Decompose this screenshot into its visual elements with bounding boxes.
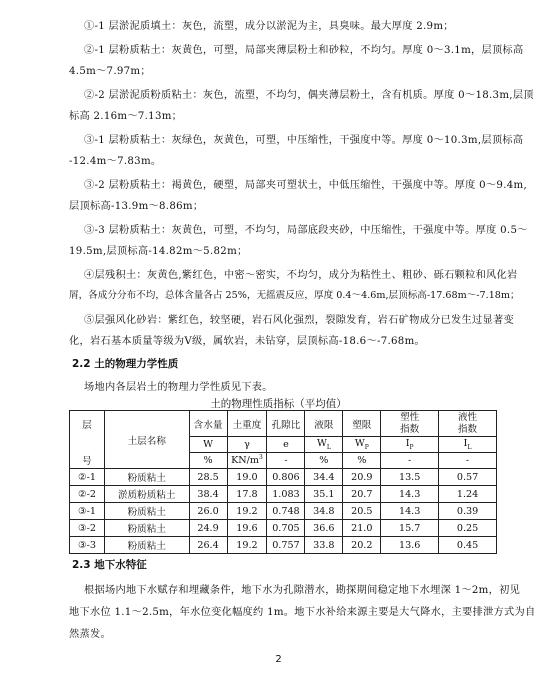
table-caption: 土的物理性质指标（平均值） bbox=[210, 398, 347, 410]
row-layer-name: 粉质粘土 bbox=[104, 469, 189, 486]
paragraph-layer-3-2-cont: 层顶标高-13.9m～8.86m； bbox=[69, 201, 204, 212]
header-unit: - bbox=[439, 453, 497, 469]
row-value-cell: 0.705 bbox=[267, 520, 305, 537]
header-layer-id: 层 bbox=[70, 411, 105, 453]
header-unit: $KN/m^3$ bbox=[227, 453, 267, 469]
header-col: 液限 bbox=[305, 411, 343, 437]
row-value-cell: 0.25 bbox=[439, 520, 497, 537]
paragraph-layer-4-cont: 屑，各成分分布不均，总体含量各占 25%，无摇震反应，厚度 0.4～4.6m,层顶标高-17.68m～-7.18m； bbox=[69, 290, 520, 301]
row-value-cell: 0.45 bbox=[439, 537, 497, 554]
row-value-cell: 20.7 bbox=[343, 486, 381, 503]
header-unit: % bbox=[343, 453, 381, 469]
paragraph-layer-2-1: ②-1 层粉质粘土：灰黄色，可塑，局部夹薄层粉土和砂粒，不均匀。厚度 0～3.1m，层顶标高 bbox=[84, 45, 524, 56]
row-value-cell: 0.57 bbox=[439, 469, 497, 486]
row-value-cell: 35.1 bbox=[305, 486, 343, 503]
table-row bbox=[70, 503, 497, 520]
paragraph-layer-4: ④层残积土：灰黄色,紫红色，中密～密实，不均匀，成分为粘性土、粗砂、砾石颗粒和风化岩 bbox=[84, 270, 518, 281]
row-value-cell: 20.2 bbox=[343, 537, 381, 554]
paragraph-layer-3-3: ③-3 层粉质粘土：灰黄色，可塑，不均匀，局部底段夹砂，中压缩性，干强度中等。厚度 0.5～ bbox=[84, 225, 528, 236]
row-value-cell: 14.3 bbox=[381, 486, 439, 503]
row-value-cell: 0.748 bbox=[267, 503, 305, 520]
table-row bbox=[70, 469, 497, 486]
row-layer-name: 粉质粘土 bbox=[104, 503, 189, 520]
row-value-cell: 17.8 bbox=[227, 486, 267, 503]
header-col: 塑限 bbox=[343, 411, 381, 437]
header-symbol: e bbox=[267, 437, 305, 453]
section-2-2-heading: 2.2 土的物理力学性质 bbox=[72, 358, 179, 370]
row-value-cell: 14.3 bbox=[381, 503, 439, 520]
header-layer-id-bottom: 号 bbox=[70, 453, 105, 469]
row-layer-name: 粉质粘土 bbox=[104, 520, 189, 537]
row-value-cell: 1.083 bbox=[267, 486, 305, 503]
row-value-cell: 20.5 bbox=[343, 503, 381, 520]
table-row bbox=[70, 520, 497, 537]
row-layer-id: ③-2 bbox=[70, 520, 105, 537]
row-value-cell: 34.8 bbox=[305, 503, 343, 520]
row-value-cell: 15.7 bbox=[381, 520, 439, 537]
paragraph-layer-3-1-cont: -12.4m～7.83m。 bbox=[69, 156, 162, 167]
paragraph-layer-5: ⑤层强风化砂岩：紫红色，较坚硬，岩石风化强烈，裂隙发育，岩石矿物成分已发生过显著变 bbox=[84, 315, 514, 326]
row-value-cell: 34.4 bbox=[305, 469, 343, 486]
row-value-cell: 13.5 bbox=[381, 469, 439, 486]
row-value-cell: 28.5 bbox=[189, 469, 227, 486]
row-layer-id: ②-2 bbox=[70, 486, 105, 503]
paragraph-layer-5-cont: 化，岩石基本质量等级为Ⅴ级，属软岩，未钻穿，层顶标高-18.6～-7.68m。 bbox=[69, 336, 426, 347]
row-value-cell: 24.9 bbox=[189, 520, 227, 537]
header-symbol: W bbox=[189, 437, 227, 453]
row-layer-name: 淤质粉质粘土 bbox=[104, 486, 189, 503]
header-symbol: $W_L$ bbox=[305, 437, 343, 453]
header-symbol: $I_P$ bbox=[381, 437, 439, 453]
groundwater-line-2: 地下水位 1.1～2.5m，年水位变化幅度约 1m。地下水补给来源主要是大气降水，主要排泄方式为自 bbox=[69, 607, 536, 618]
row-value-cell: 19.2 bbox=[227, 503, 267, 520]
header-symbol: $W_P$ bbox=[343, 437, 381, 453]
paragraph-layer-3-3-cont: 19.5m,层顶标高-14.82m～5.82m； bbox=[69, 246, 248, 257]
row-layer-name: 粉质粘土 bbox=[104, 537, 189, 554]
row-layer-id: ③-1 bbox=[70, 503, 105, 520]
row-value-cell: 13.6 bbox=[381, 537, 439, 554]
row-value-cell: 0.39 bbox=[439, 503, 497, 520]
header-unit: - bbox=[267, 453, 305, 469]
row-value-cell: 36.6 bbox=[305, 520, 343, 537]
paragraph-layer-3-2: ③-2 层粉质粘土：褐黄色，硬塑，局部夹可塑状土，中低压缩性，干强度中等。厚度 0～9.4m, bbox=[84, 180, 528, 191]
header-col: 塑性 指数 bbox=[381, 411, 439, 437]
header-unit: % bbox=[189, 453, 227, 469]
table-row bbox=[70, 537, 497, 554]
page-number: 2 bbox=[275, 654, 282, 665]
row-value-cell: 38.4 bbox=[189, 486, 227, 503]
paragraph-layer-2-1-cont: 4.5m～7.97m； bbox=[69, 66, 151, 77]
row-value-cell: 0.757 bbox=[267, 537, 305, 554]
row-value-cell: 19.6 bbox=[227, 520, 267, 537]
header-symbol: $I_L$ bbox=[439, 437, 497, 453]
row-value-cell: 21.0 bbox=[343, 520, 381, 537]
header-layer-name: 土层名称 bbox=[104, 411, 189, 469]
paragraph-layer-1-1: ①-1 层淤泥质填土：灰色，流塑，成分以淤泥为主，具臭味。最大厚度 2.9m； bbox=[84, 21, 454, 32]
row-value-cell: 26.0 bbox=[189, 503, 227, 520]
groundwater-line-3: 然蒸发。 bbox=[69, 629, 111, 640]
paragraph-layer-2-2-cont: 标高 2.16m～7.13m； bbox=[69, 111, 183, 122]
row-value-cell: 19.0 bbox=[227, 469, 267, 486]
header-unit: - bbox=[381, 453, 439, 469]
header-col: 液性 指数 bbox=[439, 411, 497, 437]
row-value-cell: 19.2 bbox=[227, 537, 267, 554]
table-body bbox=[70, 469, 497, 554]
section-2-2-intro: 场地内各层岩土的物理力学性质见下表。 bbox=[84, 382, 273, 393]
row-value-cell: 26.4 bbox=[189, 537, 227, 554]
paragraph-layer-3-1: ③-1 层粉质粘土：灰绿色，灰黄色，可塑，中压缩性，干强度中等。厚度 0～10.3m,层顶标高 bbox=[84, 135, 524, 146]
row-value-cell: 0.806 bbox=[267, 469, 305, 486]
section-2-3-heading: 2.3 地下水特征 bbox=[72, 559, 147, 571]
row-layer-id: ②-1 bbox=[70, 469, 105, 486]
table-header-row bbox=[70, 411, 497, 437]
row-layer-id: ③-3 bbox=[70, 537, 105, 554]
header-unit: % bbox=[305, 453, 343, 469]
table-row bbox=[70, 486, 497, 503]
physical-properties-table bbox=[69, 410, 497, 554]
row-value-cell: 1.24 bbox=[439, 486, 497, 503]
row-value-cell: 20.9 bbox=[343, 469, 381, 486]
header-col: 孔隙比 bbox=[267, 411, 305, 437]
groundwater-line-1: 根据场内地下水赋存和埋藏条件，地下水为孔隙潜水，勘探期间稳定地下水埋深 1～2m，初见 bbox=[84, 585, 521, 596]
row-value-cell: 33.8 bbox=[305, 537, 343, 554]
header-symbol: γ bbox=[227, 437, 267, 453]
header-col: 含水量 bbox=[189, 411, 227, 437]
header-col: 土重度 bbox=[227, 411, 267, 437]
paragraph-layer-2-2: ②-2 层淤泥质粉质粘土：灰色，流塑，不均匀，偶夹薄层粉土，含有机质。厚度 0～18.3m,层顶 bbox=[84, 90, 534, 101]
